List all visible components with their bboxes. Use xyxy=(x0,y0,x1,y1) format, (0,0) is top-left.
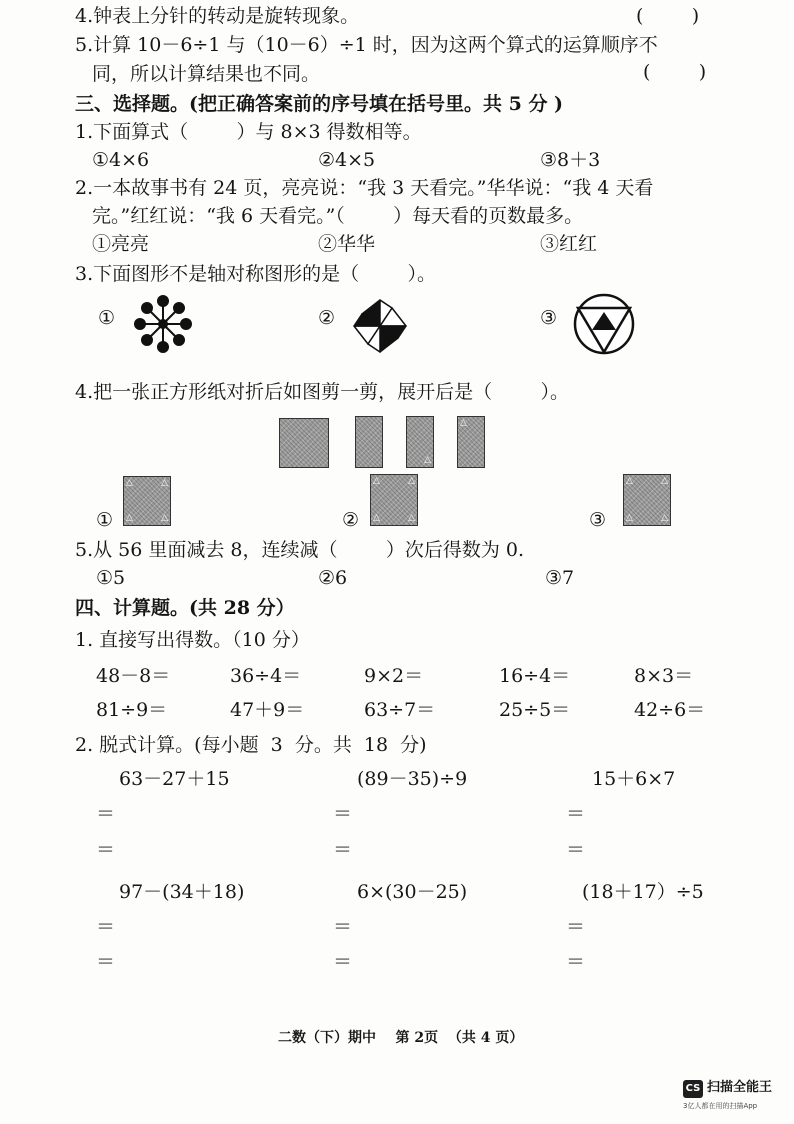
triangle-mark: △ xyxy=(626,476,633,486)
choice-q4-marker-b: ② xyxy=(342,509,360,531)
triangle-mark: △ xyxy=(460,418,467,428)
scanner-name: 扫描全能王 xyxy=(707,1080,773,1095)
calc-stepwise-title: 2. 脱式计算。(每小题 3 分。共 18 分) xyxy=(75,734,427,756)
equals-sign: ＝ xyxy=(333,916,353,938)
direct-expr: 81÷9＝ xyxy=(96,699,168,721)
equals-sign: ＝ xyxy=(566,803,586,825)
choice-q1-option-c: ③8＋3 xyxy=(540,149,601,171)
triangle-mark: △ xyxy=(424,455,431,465)
choice-q3-marker-b: ② xyxy=(318,307,336,329)
triangle-mark: △ xyxy=(408,476,415,486)
judge-q4-paren: ( ) xyxy=(636,5,700,27)
pinwheel-icon xyxy=(350,296,410,356)
choice-q2-option-b: ②华华 xyxy=(318,233,376,255)
choice-q2-option-c: ③红红 xyxy=(540,233,598,255)
judge-q5-line2: 同，所以计算结果也不同。 xyxy=(92,63,321,85)
calc-direct-title: 1. 直接写出得数。（10 分） xyxy=(75,629,310,651)
flower-icon xyxy=(133,294,193,354)
choice-q1-option-a: ①4×6 xyxy=(92,149,150,171)
stepwise-expr: 63－27＋15 xyxy=(119,768,230,790)
direct-expr: 9×2＝ xyxy=(364,665,424,687)
equals-sign: ＝ xyxy=(566,916,586,938)
choice-q5-option-c: ③7 xyxy=(545,567,575,589)
equals-sign: ＝ xyxy=(96,916,116,938)
scanner-logo: CS xyxy=(683,1080,703,1098)
unfold-option-a xyxy=(123,476,171,526)
unfold-option-c xyxy=(623,474,671,526)
choice-q1-option-b: ②4×5 xyxy=(318,149,376,171)
judge-q4: 4.钟表上分针的转动是旋转现象。 xyxy=(75,5,360,27)
direct-expr: 16÷4＝ xyxy=(499,665,571,687)
equals-sign: ＝ xyxy=(96,803,116,825)
triangle-mark: △ xyxy=(661,513,668,523)
choice-q2-option-a: ①亮亮 xyxy=(92,233,150,255)
triangle-mark: △ xyxy=(408,513,415,523)
stepwise-expr: 6×(30－25) xyxy=(357,881,468,903)
choice-q2-line1: 2.一本故事书有 24 页，亮亮说：“我 3 天看完。”华华说：“我 4 天看 xyxy=(75,177,654,199)
choice-heading: 三、选择题。(把正确答案前的序号填在括号里。共 5 分 ) xyxy=(75,93,564,115)
equals-sign: ＝ xyxy=(96,839,116,861)
triangle-in-circle-icon xyxy=(572,292,636,356)
choice-q3-stem: 3.下面图形不是轴对称图形的是（ ）。 xyxy=(75,263,436,285)
equals-sign: ＝ xyxy=(333,839,353,861)
stepwise-expr: 97－(34＋18) xyxy=(119,881,245,903)
triangle-mark: △ xyxy=(626,513,633,523)
triangle-mark: △ xyxy=(373,476,380,486)
calc-heading: 四、计算题。(共 28 分） xyxy=(75,597,295,619)
fold-step-1 xyxy=(279,418,329,468)
direct-expr: 8×3＝ xyxy=(634,665,694,687)
choice-q5-option-b: ②6 xyxy=(318,567,348,589)
direct-expr: 63÷7＝ xyxy=(364,699,436,721)
triangle-mark: △ xyxy=(661,476,668,486)
choice-q5-option-a: ①5 xyxy=(96,567,126,589)
equals-sign: ＝ xyxy=(96,951,116,973)
equals-sign: ＝ xyxy=(333,803,353,825)
triangle-mark: △ xyxy=(126,478,133,488)
choice-q4-stem: 4.把一张正方形纸对折后如图剪一剪，展开后是（ ）。 xyxy=(75,381,569,403)
choice-q4-marker-c: ③ xyxy=(589,509,607,531)
unfold-option-b xyxy=(370,474,418,526)
choice-q2-line2: 完。”红红说：“我 6 天看完。”（ ）每天看的页数最多。 xyxy=(92,205,584,227)
direct-expr: 47＋9＝ xyxy=(230,699,305,721)
triangle-mark: △ xyxy=(161,513,168,523)
fold-step-2 xyxy=(355,416,383,468)
judge-q5-line1: 5.计算 10－6÷1 与（10－6）÷1 时，因为这两个算式的运算顺序不 xyxy=(75,34,658,56)
choice-q1-stem: 1.下面算式（ ）与 8×3 得数相等。 xyxy=(75,121,422,143)
triangle-mark: △ xyxy=(373,513,380,523)
scanner-tagline: 3亿人都在用的扫描App xyxy=(683,1102,758,1110)
equals-sign: ＝ xyxy=(566,839,586,861)
fold-step-4 xyxy=(457,416,485,468)
triangle-mark: △ xyxy=(161,478,168,488)
choice-q5-stem: 5.从 56 里面减去 8，连续减（ ）次后得数为 0. xyxy=(75,539,524,561)
choice-q3-marker-a: ① xyxy=(98,307,116,329)
triangle-mark: △ xyxy=(126,513,133,523)
fold-step-3 xyxy=(406,416,434,468)
judge-q5-paren: ( ) xyxy=(643,61,707,83)
equals-sign: ＝ xyxy=(333,951,353,973)
stepwise-expr: (89－35)÷9 xyxy=(357,768,468,790)
direct-expr: 48－8＝ xyxy=(96,665,171,687)
stepwise-expr: (18＋17）÷5 xyxy=(582,881,704,903)
direct-expr: 36÷4＝ xyxy=(230,665,302,687)
direct-expr: 25÷5＝ xyxy=(499,699,571,721)
page-footer: 二数（下）期中 第 2页 （共 4 页） xyxy=(278,1030,524,1046)
choice-q3-marker-c: ③ xyxy=(540,307,558,329)
choice-q4-marker-a: ① xyxy=(96,509,114,531)
equals-sign: ＝ xyxy=(566,951,586,973)
direct-expr: 42÷6＝ xyxy=(634,699,706,721)
stepwise-expr: 15＋6×7 xyxy=(592,768,676,790)
